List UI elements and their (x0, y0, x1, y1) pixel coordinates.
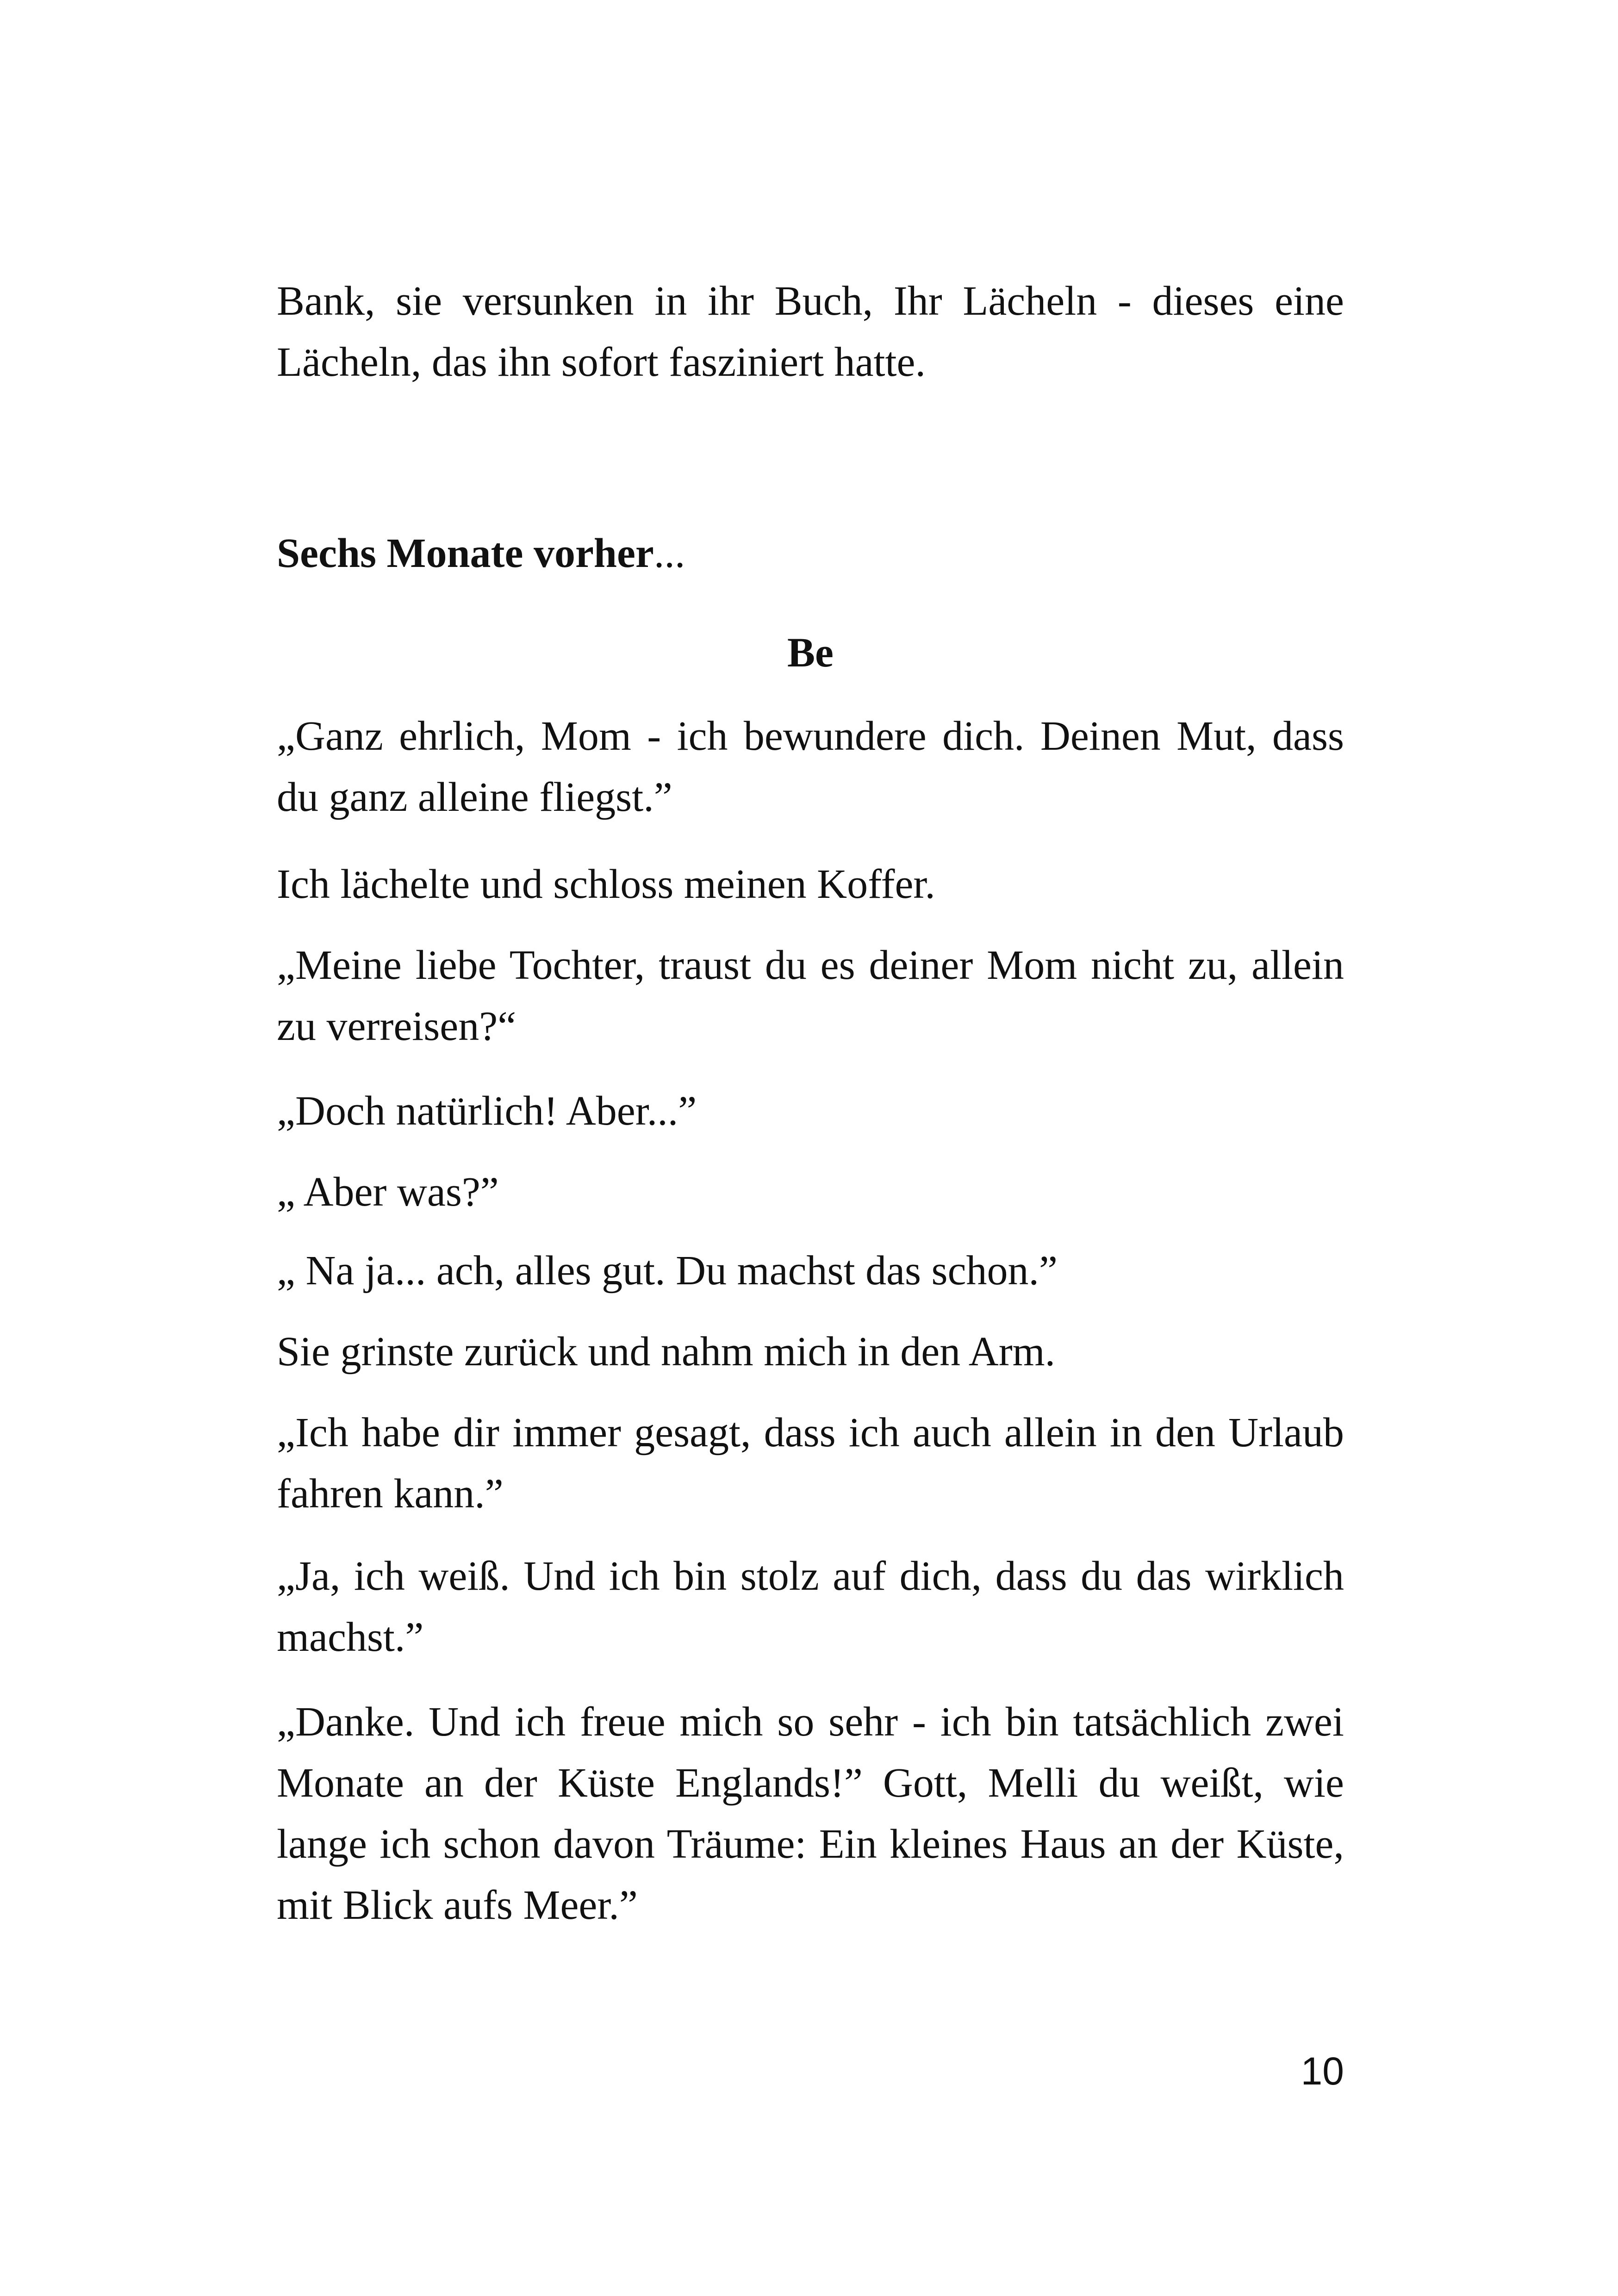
paragraph-8: „Ich habe dir immer gesagt, dass ich auch allein in den Urlaub fahren kann.” (277, 1410, 1344, 1517)
paragraph-1: „Ganz ehrlich, Mom - ich bewundere dich. Deinen Mut, dass du ganz alleine fliegst.” (277, 713, 1344, 820)
paragraph-7: Sie grinste zurück und nahm mich in den Arm. (277, 1329, 1056, 1375)
paragraph-3: „Meine liebe Tochter, traust du es deiner Mom nicht zu, allein zu verreisen?“ (277, 942, 1344, 1049)
paragraph-6: „ Na ja... ach, alles gut. Du machst das schon.” (277, 1248, 1058, 1294)
chapter-name: Be (787, 630, 834, 676)
section-heading (277, 523, 1344, 584)
paragraph-2: Ich lächelte und schloss meinen Koffer. (277, 861, 935, 907)
section-heading-text: Sechs Monate vorher (277, 530, 654, 576)
paragraph-10: „Danke. Und ich freue mich so sehr - ich bin tatsächlich zwei Monate an der Küste Englands!” Gott, Melli du weißt, wie lange ich schon davon Träume: Ein kleines Haus an der Küste, mit Blick aufs Meer.” (277, 1699, 1344, 1928)
paragraph-4: „Doch natürlich! Aber...” (277, 1088, 697, 1134)
paragraph-5: „ Aber was?” (277, 1169, 499, 1215)
page-number: 10 (1301, 2049, 1344, 2093)
paragraph-9: „Ja, ich weiß. Und ich bin stolz auf dich, dass du das wirklich machst.” (277, 1553, 1344, 1660)
section-heading-ellipsis: ... (653, 530, 685, 576)
top-paragraph: Bank, sie versunken in ihr Buch, Ihr Lächeln - dieses eine Lächeln, das ihn sofort fasziniert hatte. (277, 278, 1344, 385)
